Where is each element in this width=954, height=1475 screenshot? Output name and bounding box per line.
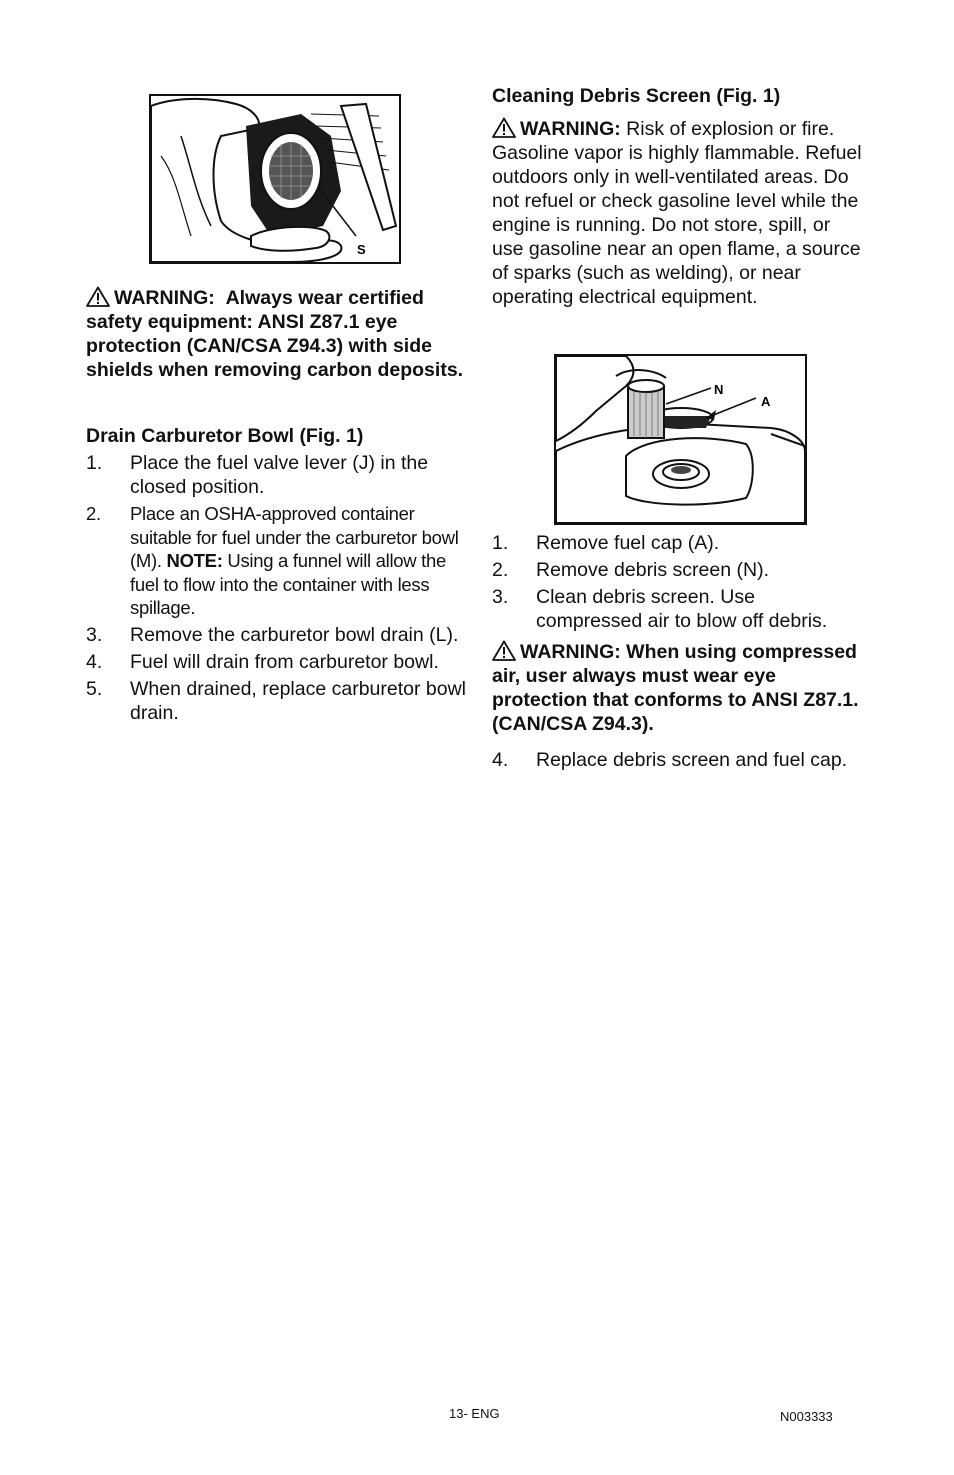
warning-label: WARNING: (114, 287, 215, 309)
callout-s: S (357, 242, 366, 257)
list-item: 4. Fuel will drain from carburetor bowl. (86, 650, 439, 673)
drain-carburetor-heading: Drain Carburetor Bowl (Fig. 1) (86, 425, 364, 447)
warning-text: When using compressed air, user always must wear eye protection that conforms to ANSI Z87.1. (CAN/CSA Z94.3). (492, 641, 859, 735)
list-item: 3. Clean debris screen. Use compressed air to blow off debris. (492, 586, 828, 632)
callout-n: N (714, 382, 724, 397)
list-item: 5. When drained, replace carburetor bowl drain. (86, 677, 467, 724)
reassembly-steps (492, 748, 864, 775)
warning-label: WARNING: (520, 641, 621, 663)
list-item: 1. Remove fuel cap (A). (492, 532, 720, 554)
list-item: 2. Remove debris screen (N). (492, 559, 769, 581)
list-item: 3. Remove the carburetor bowl drain (L). (86, 623, 459, 646)
debris-screen-illustration (556, 356, 805, 523)
warning-triangle-icon (492, 117, 516, 138)
fuel-explosion-warning (492, 117, 864, 309)
note-label: NOTE: (166, 550, 223, 571)
cleaning-debris-heading: Cleaning Debris Screen (Fig. 1) (492, 85, 781, 107)
page-number: 13- ENG (449, 1406, 500, 1421)
list-item: 4. Replace debris screen and fuel cap. (492, 749, 848, 771)
figure-spark-arrestor (149, 94, 401, 264)
document-code: N003333 (780, 1409, 833, 1424)
left-safety-warning (86, 286, 466, 382)
callout-a: A (761, 394, 771, 409)
warning-text: Always wear certified safety equipment: ANSI Z87.1 eye protection (CAN/CSA Z94.3) with side shields when removing carbon deposits. (86, 287, 464, 381)
list-item: 2. Place an OSHA-approved container suitable for fuel under the carburetor bowl (M). NOTE: Using a funnel will allow the fuel to flow into the container with less spillage. (86, 503, 459, 618)
warning-text: Risk of explosion or fire. Gasoline vapor is highly flammable. Refuel outdoors only in well-ventilated areas. Do not refuel or check gasoline level while the engine is running. Do not store, spill, or use gasoline near an open flame, a source of sparks (such as welding), or near operating electrical equipment. (492, 118, 862, 308)
warning-triangle-icon (86, 286, 110, 307)
compressed-air-warning (492, 640, 864, 736)
drain-carburetor-steps (86, 451, 466, 728)
spark-arrestor-illustration (151, 96, 399, 262)
figure-debris-screen (554, 354, 807, 525)
warning-label: WARNING: (520, 118, 621, 140)
debris-screen-steps (492, 531, 864, 636)
list-item: 1. Place the fuel valve lever (J) in the closed position. (86, 452, 429, 498)
warning-triangle-icon (492, 640, 516, 661)
